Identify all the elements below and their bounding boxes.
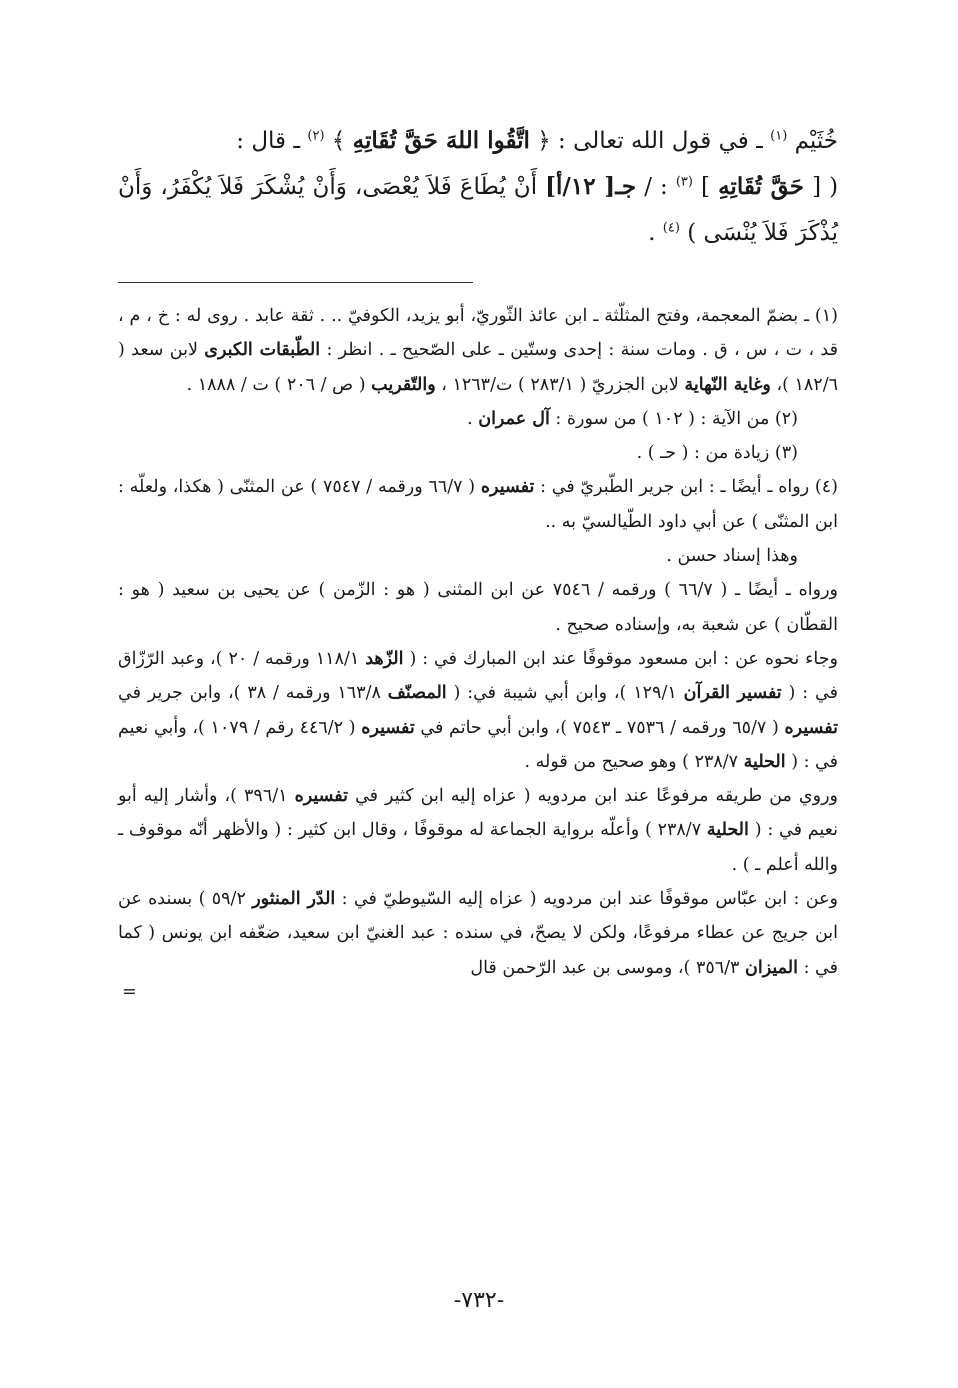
footnote-4: [118, 470, 838, 539]
footnote-4-grading: [118, 539, 838, 573]
note-text: لابن سعد ( ١٨٢/٦ )،: [118, 340, 838, 395]
book-title: الحلية: [706, 820, 749, 841]
book-title: وغاية النّهاية: [684, 374, 771, 395]
page-number: -٧٣٢-: [453, 1288, 505, 1313]
footnote-3: [118, 436, 838, 470]
note-text: ٣٩٦/١ )، وأشار إليه أبو نعيم في : (: [118, 786, 838, 841]
main-text-segment: : /: [644, 174, 668, 200]
book-title: تفسيره: [784, 717, 838, 738]
quoted-phrase: حَقَّ تُقَاتِهِ: [718, 173, 805, 200]
note-text: ٣٥٦/٣ )، وموسى بن عبد الرّحمن قال: [470, 957, 740, 978]
book-title: المصنّف: [387, 683, 447, 704]
main-text-segment: ـ قال :: [236, 128, 301, 154]
book-title: الحلية: [743, 751, 786, 772]
main-text: [118, 118, 838, 256]
main-text-segment: ( [: [812, 174, 839, 200]
book-title: والتّقريب: [371, 374, 436, 395]
note-text: ( ٦٥/٧ ورقمه / ٧٥٣٦ ـ ٧٥٤٣ )، وابن أبي حاتم في: [420, 717, 779, 738]
book-title: تفسيره: [361, 717, 415, 738]
note-text: ( ٤٤٦/٢ رقم / ١٠٧٩ )، وأبي نعيم في : (: [118, 717, 838, 772]
footnote-2: [118, 402, 838, 436]
note-text: ٢٣٨/٧ ) وأعلّه برواية الجماعة له موقوفًا ، وقال ابن كثير : ( والأظهر أنّه موقوف ـ والله أعلم ـ ) .: [118, 820, 838, 875]
footnote-ref-4: (٤): [662, 220, 680, 236]
note-text: ( ص / ٢٠٦ ) ت / ١٨٨٨ .: [186, 374, 366, 395]
footnote-4-para-2: [118, 573, 838, 642]
main-text-segment: خُثَيْم: [794, 128, 838, 154]
page-body: [118, 118, 839, 1002]
note-text: (٣) زيادة من : ( حـ ) .: [636, 443, 798, 464]
quran-verse: اتَّقُوا اللهَ حَقَّ تُقَاتِهِ: [352, 127, 530, 154]
footnote-ref-1: (١): [770, 128, 788, 144]
surah-name: آل عمران: [478, 408, 550, 429]
book-title: الدّر المنثور: [252, 889, 336, 910]
note-text: ١٢٩/١ )، وابن أبي شيبة في: (: [453, 683, 677, 704]
footnote-4-para-4: [118, 779, 838, 882]
note-text: (٤) رواه ـ أيضًا ـ : ابن جرير الطّبريّ في :: [540, 477, 838, 498]
note-text: وجاء نحوه عن : ابن مسعود موقوفًا عند ابن المبارك في : (: [409, 648, 838, 669]
main-paragraph: [118, 118, 838, 256]
main-text-segment: أَنْ يُطَاعَ فَلاَ يُعْصَى، وَأَنْ يُشْكَرَ فَلاَ يُكْفَرُ، وَأَنْ يُذْكَرَ فَلاَ يُنْسَى ): [118, 174, 838, 246]
book-title: تفسيره: [294, 786, 349, 807]
footnote-4-para-5: [118, 882, 838, 985]
continuation-marker: [118, 981, 838, 1002]
footnote-1: [118, 299, 838, 402]
note-text: ( ٦٦/٧ ورقمه / ٧٥٤٧ ) عن المثنّى ( هكذا، ولعلّه : ابن المثنّى ) عن أبي داود الطّيالسيّ به ..: [118, 477, 838, 532]
note-text: ٢٣٨/٧ ) وهو صحيح من قوله .: [524, 751, 739, 772]
footnote-4-para-3: [118, 642, 838, 779]
note-text: .: [467, 408, 473, 429]
note-text: لابن الجزريّ ( ٢٨٣/١ ) ت/١٢٦٣ ،: [441, 374, 679, 395]
book-title: الميزان: [745, 957, 798, 978]
book-title: تفسيره: [480, 477, 535, 498]
manuscript-ref: جـ[ ١٢/أ]: [545, 173, 637, 200]
book-title: الطّبقات الكبرى: [204, 340, 321, 361]
note-text: ١٦٣/٨ ورقمه / ٣٨ )، وابن جرير في: [118, 683, 381, 704]
main-text-segment: ـ في قول الله تعالى : ﴿: [537, 128, 763, 154]
continuation-sign: =: [122, 981, 137, 1002]
main-text-segment: ]: [701, 174, 711, 200]
footnotes: [118, 299, 839, 1002]
note-text: وروي من طريقه مرفوعًا عند ابن مردويه ( عزاه إليه ابن كثير في: [355, 786, 838, 807]
footnote-ref-3: (٣): [675, 174, 693, 190]
footnote-ref-2: (٢): [307, 128, 325, 144]
note-text: ورواه ـ أيضًا ـ ( ٦٦/٧ ) ورقمه / ٧٥٤٦ عن ابن المثنى ( هو : الزّمن ) عن يحيى بن سعيد ( هو : القطّان ) عن شعبة به، وإسناده صحيح .: [118, 580, 839, 635]
note-text: وهذا إسناد حسن .: [666, 546, 798, 567]
footnote-divider: [118, 282, 473, 283]
main-text-segment: ﴾: [331, 128, 346, 154]
note-text: (٢) من الآية : ( ١٠٢ ) من سورة :: [555, 408, 798, 429]
note-text: ١١٨/١ ورقمه / ٢٠ )، وعبد الرّزّاق في : (: [118, 648, 838, 704]
note-text: ٥٩/٢ ) بسنده عن ابن جريج عن عطاء مرفوعًا، ولكن لا يصحّ، في سنده : عبد الغنيّ ابن سعيد، ضعّفه ابن يونس ( كما في :: [118, 889, 838, 978]
note-text: (١) ـ بضمّ المعجمة، وفتح المثلّثة ـ ابن عائذ الثّوريّ، أبو يزيد، الكوفيّ .. . ثقة عابد . روى له : خ ، م ، قد ، ت ، س ، ق . ومات سنة : إحدى وستّين ـ على الصّحيح ـ . انظر :: [118, 306, 838, 361]
note-text: وعن : ابن عبّاس موقوفًا عند ابن مردويه ( عزاه إليه السّيوطيّ في :: [341, 889, 838, 910]
book-title: تفسير القرآن: [683, 683, 782, 704]
book-title: الزّهد: [365, 648, 404, 669]
main-text-segment: .: [648, 220, 656, 246]
